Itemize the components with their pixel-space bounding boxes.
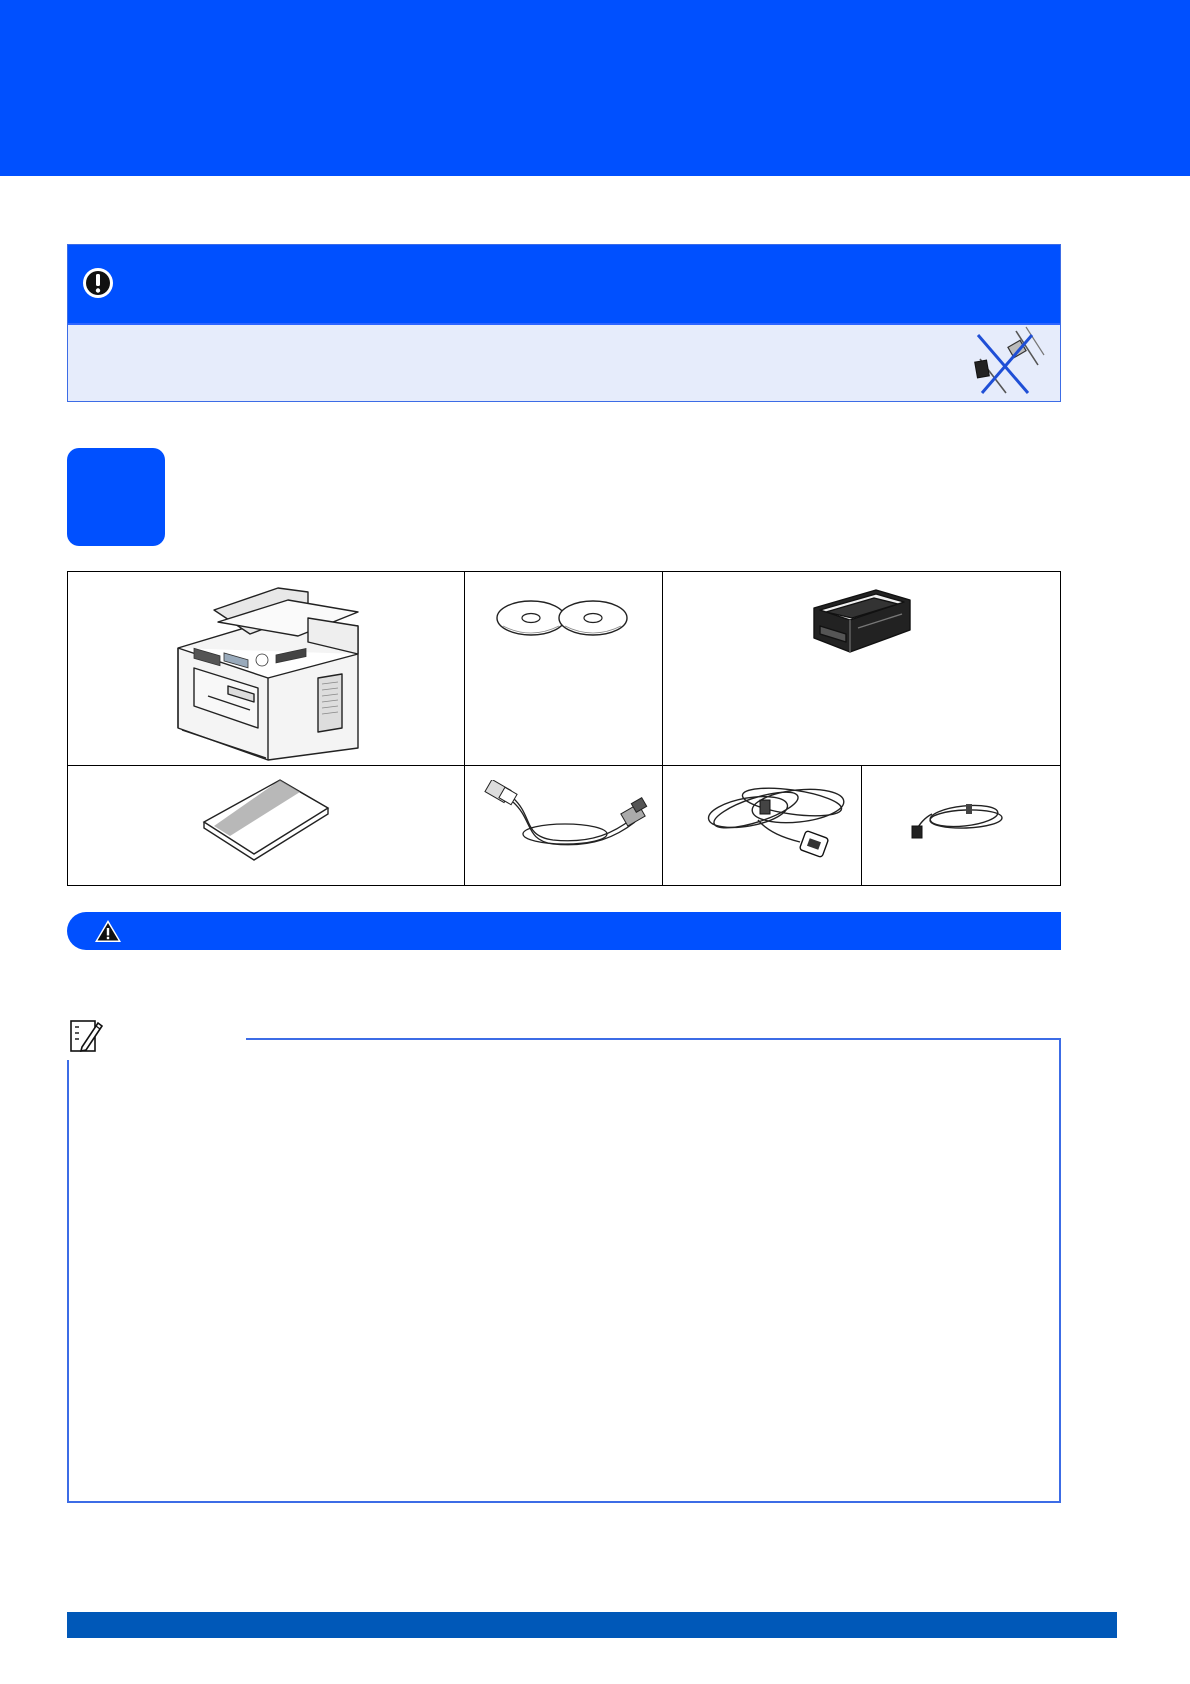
important-separator: [68, 323, 1060, 325]
no-interface-cable-icon: [966, 325, 1050, 399]
table-divider: [464, 572, 465, 885]
power-cord-illustration: [698, 772, 858, 872]
booklet-illustration: [200, 774, 332, 866]
phone-cord-illustration: [910, 792, 1006, 842]
drum-unit-illustration: [806, 586, 916, 658]
cd-rom-illustration: [493, 596, 633, 640]
header-band: [0, 0, 1190, 176]
table-divider: [68, 765, 1060, 766]
table-divider: [662, 572, 663, 885]
printer-illustration: [158, 578, 374, 762]
note-pencil-icon: [68, 1017, 104, 1055]
box-contents-table: [67, 571, 1061, 886]
step-number-badge: [67, 448, 165, 546]
footer-bar: [67, 1612, 1117, 1638]
caution-bar: [67, 912, 1061, 950]
warning-triangle-icon: [94, 919, 122, 943]
exclamation-circle-icon: [82, 267, 114, 299]
note-box-top-border: [246, 1038, 1061, 1040]
usb-cable-illustration: [483, 780, 653, 852]
table-divider: [861, 765, 862, 885]
important-header: [68, 245, 1060, 323]
note-box: [67, 1038, 1061, 1503]
important-box: [67, 244, 1061, 402]
